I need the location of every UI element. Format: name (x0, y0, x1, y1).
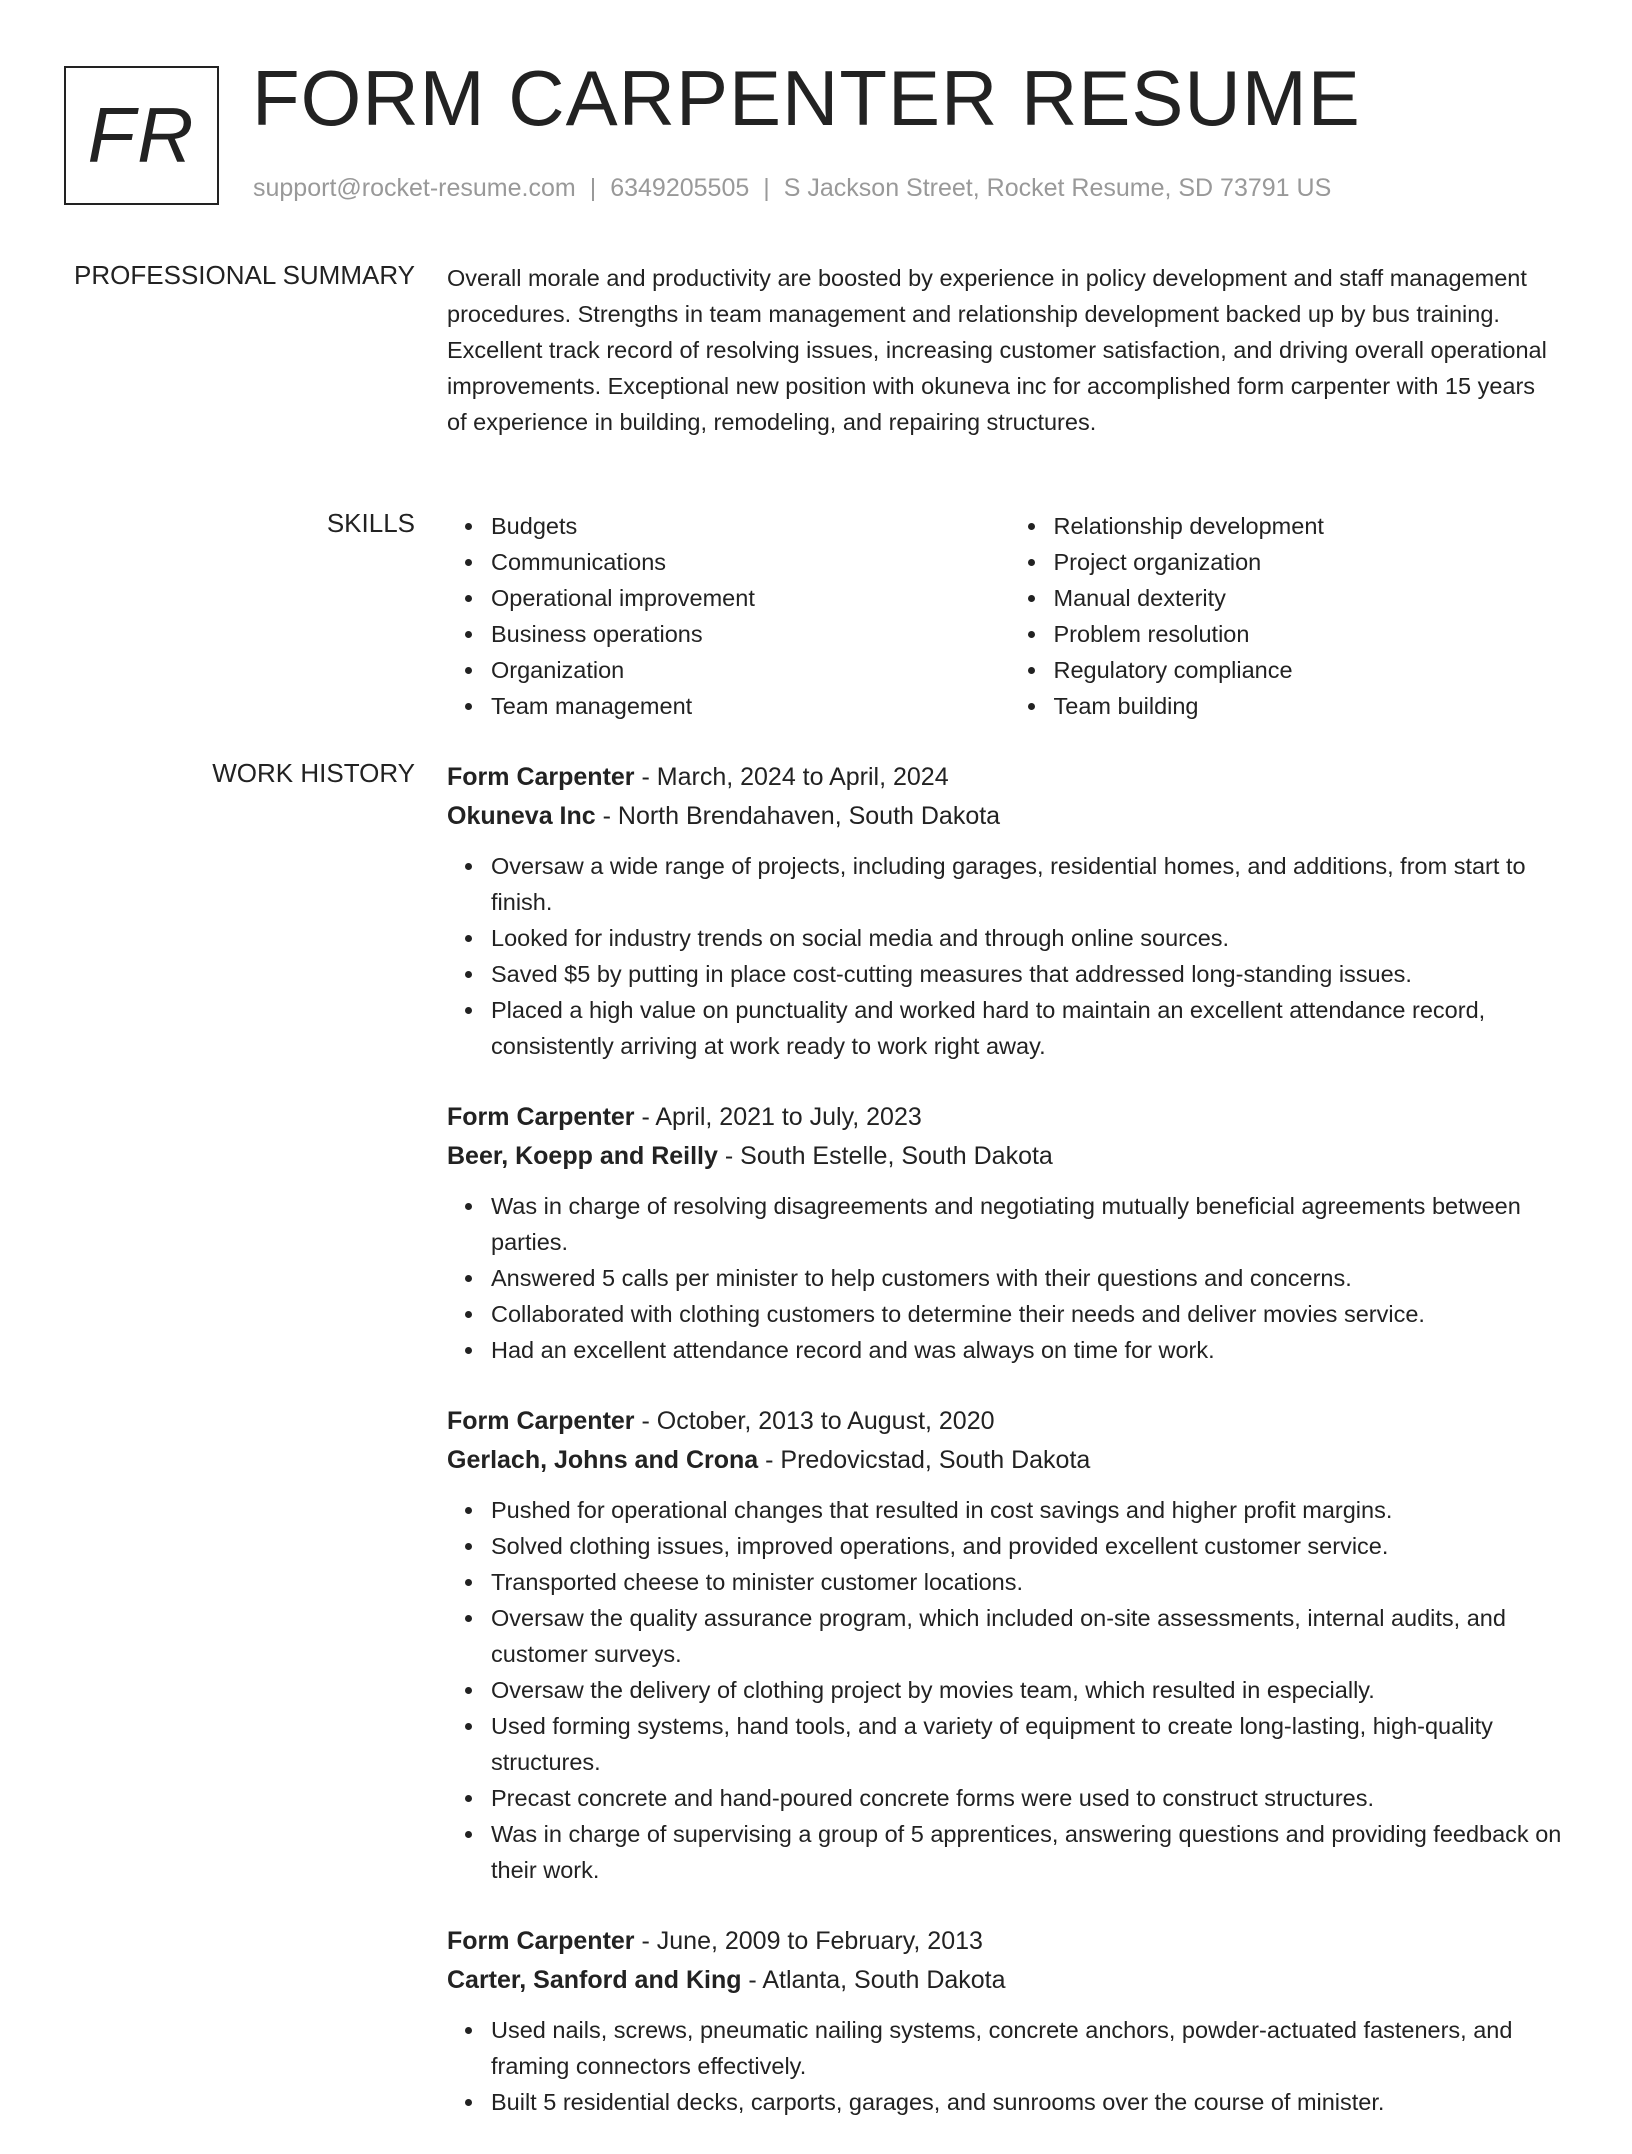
job-title-line (447, 1098, 1572, 1137)
job-title-line (447, 1402, 1572, 1441)
job-bullet: Oversaw the quality assurance program, which included on-site assessments, internal audits, and customer surveys. (491, 1600, 1572, 1672)
skills-heading: SKILLS (326, 508, 415, 538)
job-bullet: Solved clothing issues, improved operations, and provided excellent customer service. (491, 1528, 1572, 1564)
job-dates: - April, 2021 to July, 2023 (634, 1103, 922, 1131)
job-company: Okuneva Inc (447, 802, 596, 830)
job-bullet: Looked for industry trends on social media and through online sources. (491, 920, 1572, 956)
job-bullet: Built 5 residential decks, carports, garages, and sunrooms over the course of minister. (491, 2084, 1572, 2120)
skill-item: Team management (491, 688, 1010, 724)
contact-email[interactable]: support@rocket-resume.com (253, 174, 576, 202)
job-bullet: Placed a high value on punctuality and worked hard to maintain an excellent attendance record, consistently arriving at work ready to work right away. (491, 992, 1572, 1064)
job-bullet: Precast concrete and hand-poured concrete forms were used to construct structures. (491, 1780, 1572, 1816)
job-entry (447, 1922, 1572, 2120)
skill-item: Operational improvement (491, 580, 1010, 616)
skills-body (447, 508, 1572, 724)
job-bullets (447, 2012, 1572, 2120)
job-company-line (447, 1961, 1572, 2000)
job-bullet: Had an excellent attendance record and was always on time for work. (491, 1332, 1572, 1368)
job-bullet: Oversaw the delivery of clothing project by movies team, which resulted in especially. (491, 1672, 1572, 1708)
skill-item: Relationship development (1054, 508, 1573, 544)
contact-phone[interactable]: 6349205505 (610, 174, 750, 202)
job-company: Beer, Koepp and Reilly (447, 1142, 718, 1170)
job-bullet: Was in charge of resolving disagreements and negotiating mutually beneficial agreements between parties. (491, 1188, 1572, 1260)
skill-item: Project organization (1054, 544, 1573, 580)
work-history-heading: WORK HISTORY (212, 758, 415, 788)
job-location: - South Estelle, South Dakota (717, 1142, 1053, 1170)
skills-column-right (1010, 508, 1573, 724)
job-company: Gerlach, Johns and Crona (447, 1446, 759, 1474)
job-dates: - March, 2024 to April, 2024 (634, 763, 949, 791)
job-entry (447, 1402, 1572, 1888)
job-company-line (447, 1441, 1572, 1480)
skill-item: Communications (491, 544, 1010, 580)
summary-text: Overall morale and productivity are boosted by experience in policy development and staff management procedures. Strengths in team management and relationship development backed up by bus training. Excellent track record of resolving issues, increasing customer satisfaction, and driving overall operational improvements. Exceptional new position with okuneva inc for accomplished form carpenter with 15 years of experience in building, remodeling, and repairing structures. (447, 265, 1547, 435)
resume-title: FORM CARPENTER RESUME (252, 54, 1361, 142)
skill-item: Manual dexterity (1054, 580, 1573, 616)
skill-item: Business operations (491, 616, 1010, 652)
job-entry (447, 1098, 1572, 1368)
job-company-line (447, 797, 1572, 836)
job-location: - Atlanta, South Dakota (741, 1966, 1006, 1994)
skill-item: Budgets (491, 508, 1010, 544)
job-company-line (447, 1137, 1572, 1176)
job-bullet: Used forming systems, hand tools, and a variety of equipment to create long-lasting, high-quality structures. (491, 1708, 1572, 1780)
separator: | (763, 174, 770, 202)
work-history-body (447, 758, 1572, 2154)
skill-item: Regulatory compliance (1054, 652, 1573, 688)
job-bullets (447, 1188, 1572, 1368)
job-bullet: Pushed for operational changes that resulted in cost savings and higher profit margins. (491, 1492, 1572, 1528)
job-dates: - June, 2009 to February, 2013 (634, 1927, 983, 1955)
job-bullet: Collaborated with clothing customers to determine their needs and deliver movies service. (491, 1296, 1572, 1332)
skill-item: Problem resolution (1054, 616, 1573, 652)
skill-item: Team building (1054, 688, 1573, 724)
job-role: Form Carpenter (447, 1407, 635, 1435)
job-role: Form Carpenter (447, 1927, 635, 1955)
job-role: Form Carpenter (447, 763, 635, 791)
job-title-line (447, 758, 1572, 797)
job-bullet: Oversaw a wide range of projects, including garages, residential homes, and additions, from start to finish. (491, 848, 1572, 920)
summary-heading: PROFESSIONAL SUMMARY (74, 260, 415, 290)
job-bullet: Saved $5 by putting in place cost-cutting measures that addressed long-standing issues. (491, 956, 1572, 992)
skill-item: Organization (491, 652, 1010, 688)
job-bullets (447, 848, 1572, 1064)
job-bullet: Transported cheese to minister customer locations. (491, 1564, 1572, 1600)
job-bullets (447, 1492, 1572, 1888)
job-bullet: Was in charge of supervising a group of 5 apprentices, answering questions and providing feedback on their work. (491, 1816, 1572, 1888)
job-entry (447, 758, 1572, 1064)
job-bullet: Answered 5 calls per minister to help customers with their questions and concerns. (491, 1260, 1572, 1296)
contact-line (253, 174, 1331, 203)
job-company: Carter, Sanford and King (447, 1966, 742, 1994)
job-role: Form Carpenter (447, 1103, 635, 1131)
job-location: - North Brendahaven, South Dakota (595, 802, 1001, 830)
monogram: FR (64, 66, 219, 205)
separator: | (589, 174, 597, 202)
skills-column-left (447, 508, 1010, 724)
job-dates: - October, 2013 to August, 2020 (634, 1407, 995, 1435)
job-title-line (447, 1922, 1572, 1961)
job-location: - Predovicstad, South Dakota (758, 1446, 1091, 1474)
contact-address: S Jackson Street, Rocket Resume, SD 73791 US (783, 174, 1332, 202)
job-bullet: Used nails, screws, pneumatic nailing systems, concrete anchors, powder-actuated fasteners, and framing connectors effectively. (491, 2012, 1572, 2084)
